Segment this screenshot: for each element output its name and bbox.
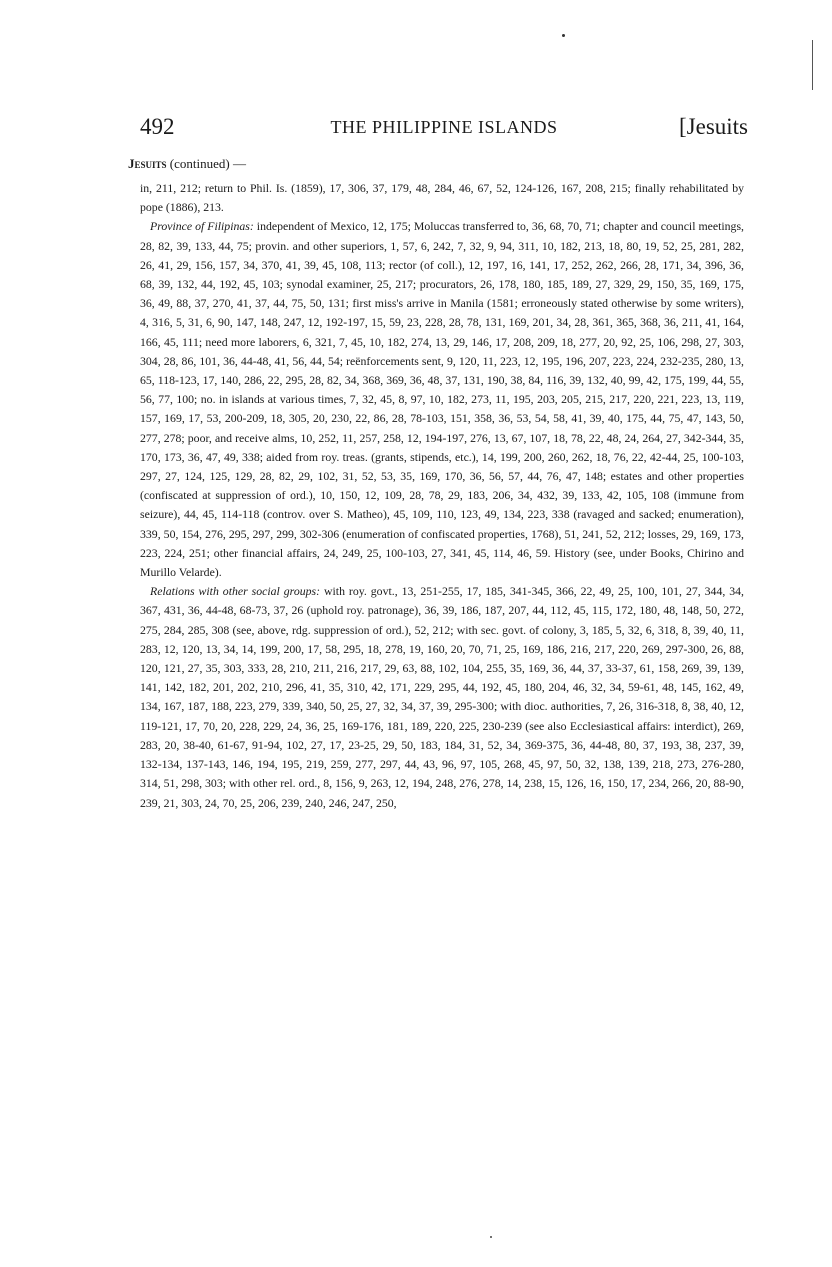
- paragraph-label: Province of Filipinas:: [150, 219, 254, 234]
- paragraph-relations: [140, 582, 744, 812]
- paragraph-label: Relations with other social groups:: [150, 584, 321, 599]
- page-header: [140, 114, 748, 142]
- entry-heading-term: Jesuits: [128, 156, 167, 171]
- entry-heading-suffix: (continued) —: [166, 156, 246, 171]
- section-label: [Jesuits: [679, 114, 748, 139]
- page-number: 492: [140, 114, 175, 139]
- entry-heading: [128, 156, 246, 172]
- paragraph-continuation: [140, 179, 744, 217]
- paragraph-province: [140, 217, 744, 582]
- paragraph-text: independent of Mexico, 12, 175; Moluccas transferred to, 36, 68, 70, 71; chapter and council meetings, 28, 82, 39, 133, 44, 75; provin. and other superiors, 1, 57, 6, 242, 7, 32, 9, 94, 311, 10, 182, 213, 18, 80, 19, 52, 25, 281, 282, 26, 41, 29, 156, 157, 34, 370, 41, 39, 45, 108, 113; rector (of coll.), 12, 197, 16, 141, 17, 252, 262, 266, 28, 171, 34, 396, 36, 68, 39, 132, 44, 192, 45, 103; synodal examiner, 25, 217; procurators, 26, 178, 180, 185, 189, 27, 329, 29, 150, 35, 169, 175, 36, 49, 88, 37, 270, 41, 37, 44, 75, 50, 131; first miss's arrive in Manila (1581; erroneously stated otherwise by some writers), 4, 316, 5, 31, 6, 90, 147, 148, 247, 12, 192-197, 15, 59, 23, 228, 28, 78, 131, 169, 201, 34, 28, 361, 365, 368, 36, 211, 41, 164, 166, 45, 111; need more laborers, 6, 321, 7, 45, 10, 182, 274, 13, 29, 146, 17, 208, 209, 18, 277, 20, 92, 25, 106, 298, 27, 303, 304, 28, 86, 101, 36, 44-48, 41, 56, 44, 54; reënforcements sent, 9, 120, 11, 223, 12, 195, 196, 207, 223, 224, 232-235, 280, 13, 65, 118-123, 17, 140, 286, 22, 295, 28, 82, 34, 368, 369, 36, 48, 37, 131, 190, 38, 84, 116, 39, 132, 40, 99, 42, 175, 199, 44, 55, 56, 77, 100; no. in islands at various times, 7, 32, 45, 8, 97, 10, 182, 273, 11, 195, 203, 205, 215, 217, 220, 221, 223, 13, 119, 157, 169, 17, 53, 200-209, 18, 305, 20, 230, 22, 86, 28, 78-103, 151, 358, 36, 53, 54, 58, 41, 39, 40, 175, 44, 75, 47, 143, 50, 277, 278; poor, and receive alms, 10, 252, 11, 257, 258, 12, 194-197, 276, 13, 67, 107, 18, 78, 22, 48, 24, 264, 27, 342-344, 35, 170, 173, 36, 47, 49, 338; aided from roy. treas. (grants, stipends, etc.), 14, 199, 200, 260, 262, 18, 76, 22, 42-44, 25, 100-103, 297, 27, 124, 125, 129, 28, 82, 29, 102, 31, 52, 53, 35, 169, 170, 36, 56, 57, 44, 76, 47, 148; estates and other properties (confiscated at suppression of ord.), 10, 150, 12, 109, 28, 78, 29, 183, 206, 34, 432, 39, 133, 42, 105, 108 (immune from seizure), 44, 45, 114-118 (controv. over S. Matheo), 45, 109, 110, 123, 49, 134, 223, 338 (ravaged and sacked; enumeration), 339, 50, 154, 276, 295, 297, 299, 302-306 (enumeration of confiscated properties, 1768), 51, 241, 52, 212; losses, 29, 169, 173, 223, 224, 251; other financial affairs, 24, 249, 25, 100-103, 27, 341, 45, 114, 46, 59. History (see, under Books, Chirino and Murillo Velarde).: [140, 219, 744, 580]
- running-title: THE PHILIPPINE ISLANDS: [330, 117, 558, 137]
- mark-right: [812, 40, 813, 90]
- paragraph-text: in, 211, 212; return to Phil. Is. (1859), 17, 306, 37, 179, 48, 284, 46, 67, 52, 124-126, 167, 208, 215; finally rehabilitated by pope (1886), 213.: [140, 181, 744, 215]
- mark-top: [562, 34, 565, 37]
- index-body: [140, 179, 744, 813]
- paragraph-text: with roy. govt., 13, 251-255, 17, 185, 341-345, 366, 22, 49, 25, 100, 101, 27, 344, 34, 367, 431, 36, 44-48, 68-73, 37, 26 (uphold roy. patronage), 36, 39, 186, 187, 207, 44, 112, 45, 115, 172, 180, 48, 148, 50, 272, 275, 284, 285, 308 (see, above, rdg. suppression of ord.), 52, 212; with sec. govt. of colony, 3, 185, 5, 32, 6, 318, 8, 39, 40, 11, 283, 12, 120, 13, 34, 14, 199, 200, 17, 58, 295, 18, 278, 19, 160, 20, 70, 71, 25, 169, 186, 216, 217, 220, 269, 297-300, 26, 88, 120, 121, 27, 35, 303, 333, 28, 210, 211, 216, 217, 29, 63, 88, 102, 104, 255, 35, 169, 36, 44, 37, 33-37, 61, 158, 269, 39, 139, 141, 142, 182, 201, 202, 210, 296, 41, 35, 310, 42, 171, 229, 295, 44, 192, 45, 180, 204, 46, 32, 34, 59-61, 48, 145, 162, 49, 134, 167, 187, 188, 223, 279, 339, 340, 50, 25, 27, 32, 34, 37, 39, 295-300; with dioc. authorities, 7, 26, 316-318, 8, 38, 40, 12, 119-121, 17, 70, 20, 228, 229, 24, 36, 25, 169-176, 181, 189, 220, 225, 230-239 (see also Ecclesiastical affairs: interdict), 269, 283, 20, 38-40, 61-67, 91-94, 102, 27, 17, 23-25, 29, 50, 183, 184, 31, 52, 34, 369-375, 36, 44-48, 80, 37, 193, 38, 237, 39, 132-134, 137-143, 146, 194, 195, 219, 259, 277, 297, 44, 43, 96, 97, 105, 268, 45, 97, 50, 32, 138, 139, 218, 273, 276-280, 314, 51, 298, 303; with other rel. ord., 8, 156, 9, 263, 12, 194, 248, 276, 278, 14, 238, 15, 126, 16, 150, 17, 234, 266, 20, 88-90, 239, 21, 303, 24, 70, 25, 206, 239, 240, 246, 247, 250,: [140, 584, 744, 810]
- mark-bottom: [490, 1236, 492, 1238]
